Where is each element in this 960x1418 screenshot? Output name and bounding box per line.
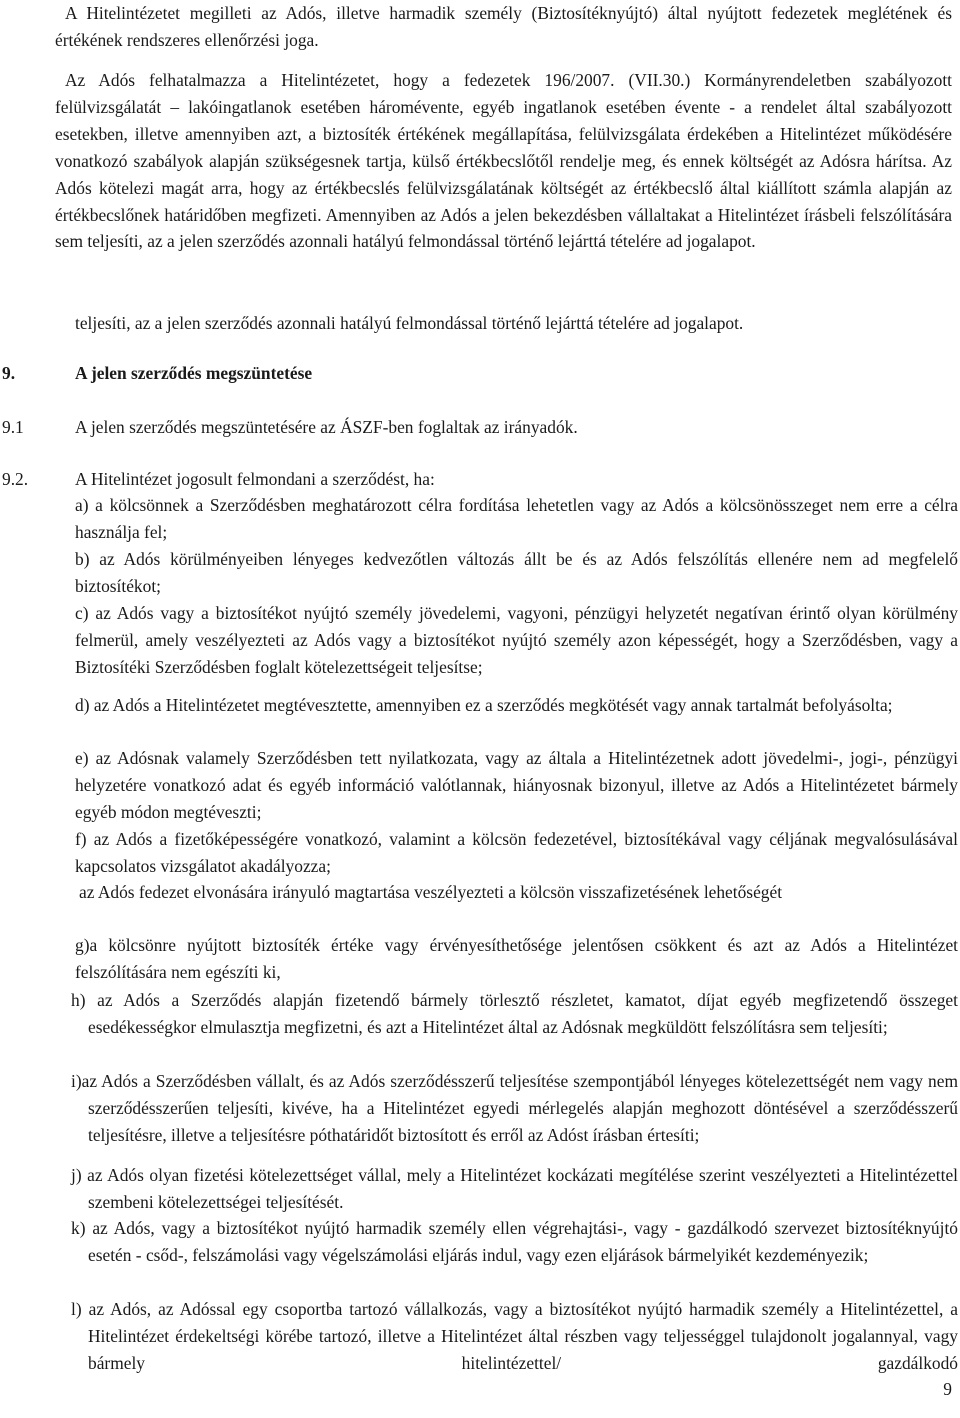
clause-a: a) a kölcsönnek a Szerződésben meghatározott célra fordítása lehetetlen vagy az Adós a kölcsönösszeget nem erre a célra használja fel; bbox=[75, 495, 958, 542]
clause-b: b) az Adós körülményeiben lényeges kedvezőtlen változás állt be és az Adós felszólítás ellenére nem ad megfelelő biztosítékot; bbox=[75, 549, 958, 596]
paragraph-repeated-line: teljesíti, az a jelen szerződés azonnali hatályú felmondással történő lejárttá tételére ad jogalapot. bbox=[75, 313, 744, 333]
clause-d: d) az Adós a Hitelintézetet megtévesztette, amennyiben ez a szerződés megkötését vagy annak tartalmát befolyásolta; bbox=[75, 695, 893, 715]
clause-l: l) az Adós, az Adóssal egy csoportba tartozó vállalkozás, vagy a biztosítékot nyújtó harmadik személy a Hitelintézettel, a Hitelintézet érdekeltségi körébe tartozó, illetve a Hitelintézet által részben vagy teljességgel tulajdonolt jogalannyal, vagy bármely hitelintézettel/ gazdálkodó bbox=[71, 1299, 958, 1373]
section-9-number: 9. bbox=[2, 363, 16, 383]
section-9-title: A jelen szerződés megszüntetése bbox=[75, 363, 313, 383]
section-9-2-number: 9.2. bbox=[2, 469, 29, 489]
section-9-1-number: 9.1 bbox=[2, 417, 24, 437]
clause-j: j) az Adós olyan fizetési kötelezettséget vállal, mely a Hitelintézet kockázati megítélése szerint veszélyezteti a Hitelintézettel szembeni kötelezettségei teljesítését. bbox=[71, 1165, 958, 1212]
section-9-1-text: A jelen szerződés megszüntetésére az ÁSZF-ben foglaltak az irányadók. bbox=[75, 417, 578, 437]
clause-f-continuation: az Adós fedezet elvonására irányuló magtartása veszélyezteti a kölcsön visszafizetésének lehetőségét bbox=[79, 882, 783, 902]
page-number: 9 bbox=[943, 1379, 952, 1399]
clause-k: k) az Adós, vagy a biztosítékot nyújtó harmadik személy ellen végrehajtási-, vagy - gazdálkodó szervezet biztosítéknyújtó esetén - csőd-, felszámolási vagy végelszámolási eljárás indul, vagy ezen eljárások bármelyikét kezdeményezik; bbox=[71, 1218, 958, 1265]
clause-c: c) az Adós vagy a biztosítékot nyújtó személy jövedelemi, vagyoni, pénzügyi helyzetét negatívan érintő olyan körülmény felmerül, amely veszélyezteti az Adós vagy a biztosítékot nyújtó személy azon képességét, hogy a Szerződésben, vagy a Biztosítéki Szerződésben foglalt kötelezettségeit teljesítse; bbox=[75, 603, 958, 677]
clause-h: h) az Adós a Szerződés alapján fizetendő bármely törlesztő részletet, kamatot, díjat egyéb megfizetendő összeget esedékességkor elmulasztja megfizetni, és azt a Hitelintézet által az Adósnak megküldött felszólításra sem teljesíti; bbox=[71, 990, 958, 1037]
clause-e: e) az Adósnak valamely Szerződésben tett nyilatkozata, vagy az általa a Hitelintézetnek adott jövedelmi-, jogi-, pénzügyi helyzetére vonatkozó adat és egyéb információ valótlannak, hiányosnak bizonyul, illetve az Adós a Hitelintézetet bármely egyéb módon megtéveszti; bbox=[75, 748, 958, 822]
paragraph-valuation-authorization: Az Adós felhatalmazza a Hitelintézetet, hogy a fedezetek 196/2007. (VII.30.) Kormányrendeletben szabályozott felülvizsgálatát – lakóingatlanok esetében háromévente, egyéb ingatlanok esetében évente - a rendelet által szabályozott esetekben, illetve amennyiben azt, a biztosíték értékének megállapítása, felülvizsgálata érdekében a Hitelintézet működésére vonatkozó szabályok alapján szükségesnek tartja, külső értékbecslőtől rendelje meg, és ennek költségét az Adósra hárítsa. Az Adós kötelezi magát arra, hogy az értékbecslés felülvizsgálatának költségét az értékbecslő által kiállított számla alapján az értékbecslőnek határidőben megfizeti. Amennyiben az Adós a jelen bekezdésben vállaltakat a Hitelintézet írásbeli felszólítására sem teljesíti, az a jelen szerződés azonnali hatályú felmondással történő lejárttá tételére ad jogalapot. bbox=[55, 70, 952, 252]
section-9-2-intro: A Hitelintézet jogosult felmondani a szerződést, ha: bbox=[75, 469, 435, 489]
clause-i: i)az Adós a Szerződésben vállalt, és az Adós szerződésszerű teljesítése szempontjából lényeges kötelezettségét nem vagy nem szerződésszerűen teljesíti, kivéve, ha a Hitelintézet egyedi mérlegelés alapján meghozott döntésével a szerződésszerű teljesítésre, illetve a teljesítésre póthatáridőt biztosított és erről az Adóst írásban értesíti; bbox=[71, 1071, 958, 1145]
paragraph-verification-right: A Hitelintézetet megilleti az Adós, illetve harmadik személy (Biztosítéknyújtó) által nyújtott fedezetek meglétének és értékének rendszeres ellenőrzési joga. bbox=[55, 3, 952, 50]
clause-f: f) az Adós a fizetőképességére vonatkozó, valamint a kölcsön fedezetével, biztosítékával vagy céljának megvalósulásával kapcsolatos vizsgálatot akadályozza; bbox=[75, 829, 958, 876]
clause-g: g)a kölcsönre nyújtott biztosíték értéke vagy érvényesíthetősége jelentősen csökkent és azt az Adós a Hitelintézet felszólítására nem egészíti ki, bbox=[75, 935, 958, 982]
